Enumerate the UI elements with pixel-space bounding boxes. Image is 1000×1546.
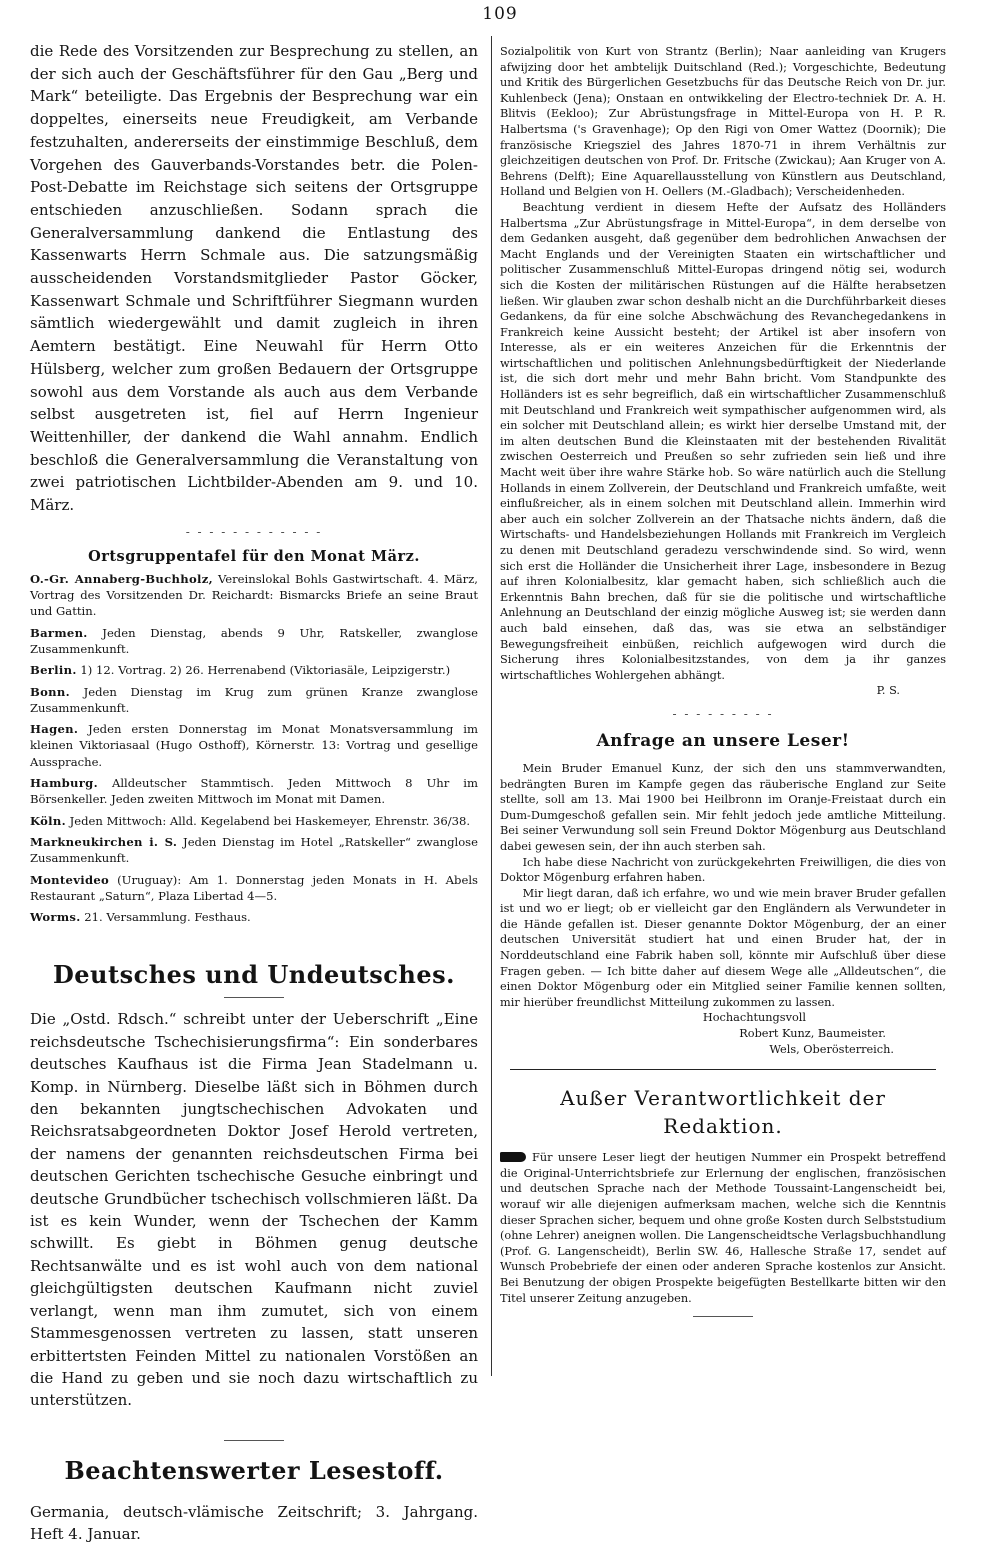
table-entry [30,684,478,717]
ausser-heading: Außer Verantwortlichkeit der Redaktion. [560,1086,886,1139]
entry-place: Bonn. [30,684,70,699]
entry-place: Barmen. [30,625,88,640]
section-divider: - - - - - - - - - [672,706,774,721]
entry-place: Hamburg. [30,776,98,791]
pointing-hand-icon [500,1152,526,1162]
entry-place: Worms. [30,910,81,925]
entry-text: (Uruguay): Am 1. Donnerstag jeden Monats in H. Abels Restaurant „Saturn“, Plaza Libertad 4—5. [30,872,478,903]
table-entry [30,813,478,829]
table-entry [30,625,478,658]
entry-text: Jeden Mittwoch: Alld. Kegelabend bei Haskemeyer, Ehrenstr. 36/38. [65,813,471,828]
entry-text: Jeden Dienstag im Hotel „Ratskeller“ zwanglose Zusammenkunft. [30,834,478,866]
table-entry [30,909,478,925]
entry-text: Jeden ersten Donnerstag im Monat Monatsversammlung im kleinen Viktoriasaal (Hugo Osthoff), Körnerstr. 13: Vortrag und gesellige Aussprache. [30,722,478,769]
table-entry [30,775,478,808]
ausser-text [500,1150,946,1306]
anfrage-text: Mir liegt daran, daß ich erfahre, wo und wie mein braver Bruder gefallen ist und wo er liegt; ob er vielleicht gar den Engländern als Verwundeter in die Hände gefallen ist. Dieser genannte Doktor Mögenburg, der an einer deutschen Universität studiert hat und einen Bruder hat, der in Norddeutschland eine Fabrik haben soll, könnte mir Aufschluß über diese Fragen geben. — Ich bitte daher auf diesem Wege alle „Alldeutschen“, die einen Doktor Mögenburg oder ein Mitglied seiner Familie kennen sollten, mir hierüber freundlichst Mitteilung zukommen zu lassen. [500,886,946,1009]
beachtung-signature: P. S. [876,684,900,698]
table-entry [30,721,478,770]
anfrage-heading: Anfrage an unsere Leser! [596,730,850,751]
table-entry [30,662,478,678]
table-entry [30,834,478,867]
column-divider [491,36,492,1376]
entry-place: Montevideo [30,872,110,887]
anfrage-place: Wels, Oberösterreich. [769,1042,894,1056]
section-divider: - - - - - - - - - - - - [185,524,323,539]
anfrage-name: Robert Kunz, Baumeister. [739,1027,886,1041]
deutsches-heading: Deutsches und Undeutsches. [52,960,456,990]
right-column [500,44,946,1323]
entry-text: 1) 12. Vortrag. 2) 26. Herrenabend (Viktoriasäle, Leipzigerstr.) [76,663,451,678]
table-entry [30,872,478,905]
table-heading: Ortsgruppentafel für den Monat März. [88,547,420,565]
heading-rule [224,1440,284,1441]
lesestoff-heading: Beachtenswerter Lesestoff. [64,1455,444,1485]
closing-rule [693,1316,753,1317]
table-entry [30,571,478,620]
deutsches-text: Die „Ostd. Rdsch.“ schreibt unter der Ueberschrift „Eine reichsdeutsche Tschechisierungsfirma“: Ein sonderbares deutsches Kaufhaus ist die Firma Jean Stadelmann u. Komp. in Nürnberg. Dieselbe läßt sich in Böhmen durch den bekannten jungtschechischen Advokaten und Reichsratsabgeordneten Doktor Josef Herold vertreten, der namens der genannten reichsdeutschen Firma bei deutschen Gerichten tschechische Gesuche einbringt und deutsche Grundbücher tschechisch vollschmieren läßt. Da ist es kein Wunder, wenn der Tschechen der Kamm schwillt. Es giebt in Böhmen genug deutsche Rechtsanwälte und es ist wohl auch von dem national gleichgültigsten deutschen Kaufmann nicht zuviel verlangt, wenn man ihm zumutet, sich von einem Stammesgenossen vertreten zu lassen, statt unseren erbittertsten Feinden Mittel zu nationalen Vorstößen an die Hand zu geben und sie noch dazu wirtschaftlich zu unterstützen. [30,1010,478,1410]
entry-place: Markneukirchen i. S. [30,834,178,849]
entry-text: Jeden Dienstag im Krug zum grünen Kranze zwanglose Zusammenkunft. [30,684,478,715]
left-column [30,40,478,1546]
page-number: 109 [482,4,518,24]
entry-place: Hagen. [30,722,79,737]
entry-text: Jeden Dienstag, abends 9 Uhr, Ratskeller, zwanglose Zusammenkunft. [30,625,478,656]
section-rule [510,1069,936,1070]
entry-place: O.-Gr. Annaberg-Buchholz, [30,571,213,586]
anfrage-greeting: Hochachtungsvoll [702,1011,806,1025]
entry-place: Berlin. [30,663,77,678]
entry-text: Vereinslokal Bohls Gastwirtschaft. 4. März, Vortrag des Vorsitzenden Dr. Reichardt: Bismarcks Briefe an seine Braut und Gattin. [30,571,478,619]
beachtung-text: Beachtung verdient in diesem Hefte der Aufsatz des Holländers Halbertsma „Zur Abrüstungsfrage in Mittel-Europa“, in dem derselbe von dem Gedanken ausgeht, daß gegenüber dem bedrohlichen Anwachsen der Macht Englands und der Vereinigten Staaten ein wirtschaftlicher und politischer Zusammenschluß Mittel-Europas dringend nötig sei, wodurch sich die Kosten der militärischen Rüstungen auf die Hälfte herabsetzen ließen. Wir glauben zwar schon deshalb nicht an die Durchführbarkeit dieses Gedankens, da für eine solche Abschwächung des Revanchegedankens in Frankreich keine Aussicht besteht; der Artikel ist aber insofern von Interesse, als er ein weiteres Anzeichen für die Erkenntnis der wirtschaftlichen und politischen Anlehnungsbedürftigkeit der Niederlande ist, die sich dort mehr und mehr Bahn bricht. Vom Standpunkte des Holländers ist es sehr begreiflich, daß ein wirtschaftlicher Zusammenschluß mit Deutschland und Frankreich weit sympathischer aufgenommen wird, als ein solcher mit Deutschland allein; es wirkt hier derselbe Umstand mit, der im alten deutschen Bund die Kleinstaaten mit der bestehenden Rivalität zwischen Oesterreich und Preußen so sehr zufrieden sein ließ und ihre Macht weit über ihre wahre Stärke hob. So wäre natürlich auch die Stellung Hollands in einem Zollverein, der Deutschland und Frankreich umfaßte, weit einflußreicher, als in einem solchen mit Deutschland allein. Immerhin wird aber auch ein solcher Zollverein an der Thatsache nichts ändern, daß die Wirtschafts- und Handelsbeziehungen Hollands mit Frankreich im Vergleich zu denen mit Deutschland geradezu verschwindende sind. So wird, wenn sich erst die Holländer die Unsicherheit ihrer Lage, insbesondere in Bezug auf ihren Kolonialbesitz, klar gemacht haben, sich schließlich auch die Erkenntnis Bahn brechen, daß für sie die politische und wirtschaftliche Anlehnung an Deutschland der einzig mögliche Ausweg ist; sie werden dann auch bald einsehen, daß das, was sie etwa an selbständiger Bewegungsfreiheit einbüßen, reichlich aufgewogen wird durch die Sicherung ihres Kolonialbesitzstandes, von dem ja ihr ganzes wirtschaftliches Wohlergehen abhängt. [500,200,946,682]
ausser-body: Für unsere Leser liegt der heutigen Nummer ein Prospekt betreffend die Original-Unterrichtsbriefe zur Erlernung der englischen, französischen und deutschen Sprache nach der Methode Toussaint-Langenscheidt bei, worauf wir alle diejenigen aufmerksam machen, welche sich die Kenntnis dieser Sprachen sicher, bequem und ohne große Kosten durch Selbststudium (ohne Lehrer) aneignen wollen. Die Langenscheidtsche Verlagsbuchhandlung (Prof. G. Langenscheidt), Berlin SW. 46, Hallesche Straße 17, sendet auf Wunsch Probebriefe der einen oder anderen Sprache kostenlos zur Ansicht. Bei Benutzung der obigen Prospekte beigefügten Bestellkarte bitten wir den Titel unserer Zeitung anzugeben. [500,1151,946,1305]
entry-text: 21. Versammlung. Festhaus. [80,910,251,925]
meeting-report-text: die Rede des Vorsitzenden zur Besprechung zu stellen, an der sich auch der Geschäftsführer für den Gau „Berg und Mark“ beteiligte. Das Ergebnis der Besprechung war ein doppeltes, einerseits neue Freudigkeit, am Verbande festzuhalten, andererseits der einstimmige Beschluß, dem Vorgehen des Gauverbands-Vorstandes betr. die Polen-Post-Debatte im Reichstage sich seitens der Ortsgruppe entschieden anzuschließen. Sodann sprach die Generalversammlung dankend die Entlastung des Kassenwarts Herrn Schmale aus. Die satzungsmäßig ausscheidenden Vorstandsmitglieder Pastor Göcker, Kassenwart Schmale und Schriftführer Siegmann wurden sämtlich wiedergewählt und damit zugleich in ihren Aemtern bestätigt. Eine Neuwahl für Herrn Otto Hülsberg, welcher zum großen Bedauern der Ortsgruppe sowohl aus dem Vorstande als auch aus dem Verbande selbst ausgetreten ist, fiel auf Herrn Ingenieur Weittenhiller, der dankend die Wahl annahm. Endlich beschloß die Generalversammlung die Veranstaltung von zwei patriotischen Lichtbilder-Abenden am 9. und 10. März. [30,42,478,515]
group-table [30,571,478,926]
entry-text: Alldeutscher Stammtisch. Jeden Mittwoch 8 Uhr im Börsenkeller. Jeden zweiten Mittwoch im Monat mit Damen. [30,776,478,807]
anfrage-text: Ich habe diese Nachricht von zurückgekehrten Freiwilligen, die dies von Doktor Mögenburg erfahren haben. [500,855,946,885]
entry-place: Köln. [30,813,66,828]
anfrage-text: Mein Bruder Emanuel Kunz, der sich den uns stammverwandten, bedrängten Buren im Kampfe gegen das räuberische England zur Seite stellte, soll am 13. Mai 1900 bei Heilbronn im Oranje-Freistaat durch ein Dum-Dumgeschoß gefallen sein. Mir fehlt jedoch jede amtliche Mitteilung. Bei seiner Verwundung soll sein Freund Doktor Mögenburg aus Deutschland dabei gewesen sein, der ihn auch sterben sah. [500,761,946,853]
germania-contents: Sozialpolitik von Kurt von Strantz (Berlin); Naar aanleiding van Krugers afwijzing door het ambtelijk Duitschland (Red.); Vorgeschichte, Bedeutung und Kritik des Bürgerlichen Gesetzbuchs für das Deutsche Reich von Dr. jur. Kuhlenbeck (Jena); Onstaan en ontwikkeling der Electro-techniek Dr. A. H. Blitvis (Eekloo); Zur Abrüstungsfrage in Mittel-Europa von H. P. R. Halbertsma ('s Gravenhage); Op den Rigi von Omer Wattez (Doornik); Die französische Kriegsziel des Jahres 1870-71 in ihrem Verhältnis zur gleichzeitigen deutschen von Prof. Dr. Fritsche (Zwickau); Aan Kruger von A. Behrens (Delft); Eine Aquarellausstellung von Künstlern aus Deutschland, Holland und Belgien von H. Oellers (M.-Gladbach); Verscheidenheden. [500,45,946,199]
heading-underline [224,997,284,998]
lesestoff-text: Germania, deutsch-vlämische Zeitschrift; 3. Jahrgang. Heft 4. Januar. [30,1502,478,1544]
